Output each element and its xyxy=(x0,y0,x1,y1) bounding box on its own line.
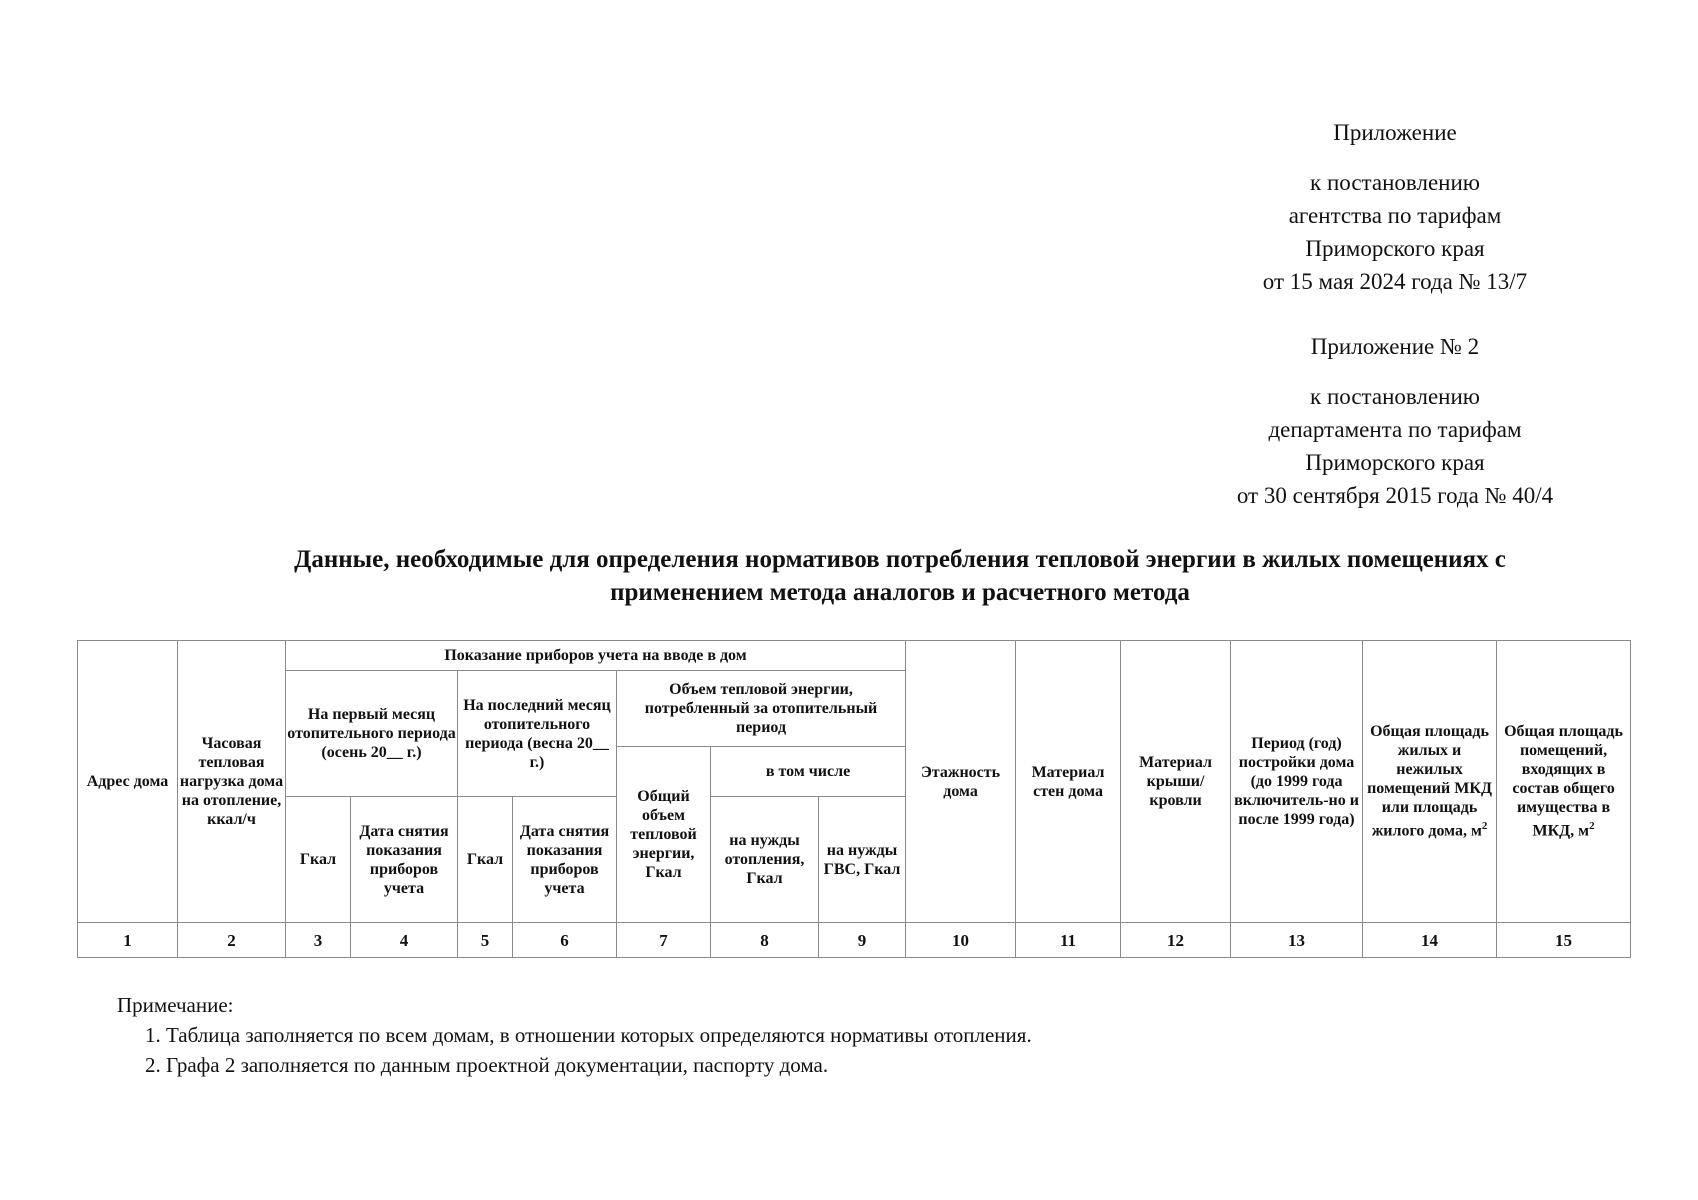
column-number: 2 xyxy=(178,923,286,958)
header-build-period: Период (год) постройки дома (до 1999 года включитель-но и после 1999 года) xyxy=(1231,641,1363,923)
column-number: 14 xyxy=(1363,923,1497,958)
header-gcal-last: Гкал xyxy=(458,797,513,923)
column-number: 12 xyxy=(1121,923,1231,958)
document-title xyxy=(150,543,1650,609)
appendix-1-line: Приморского края xyxy=(1305,236,1485,261)
appendix-2-block xyxy=(1160,330,1630,512)
data-table xyxy=(77,640,1631,958)
column-number: 9 xyxy=(819,923,906,958)
header-last-month: На последний месяц отопительного периода (весна 20__ г.) xyxy=(458,671,617,797)
column-number: 6 xyxy=(513,923,617,958)
appendix-2-line: к постановлению xyxy=(1310,384,1480,409)
header-common-area-text: Общая площадь помещений, входящих в состав общего имущества в МКД, м xyxy=(1504,723,1623,840)
appendix-2-line: Приморского края xyxy=(1305,450,1485,475)
header-roof-material: Материал крыши/ кровли xyxy=(1121,641,1231,923)
header-common-area xyxy=(1497,641,1631,923)
header-wall-material: Материал стен дома xyxy=(1016,641,1121,923)
header-hourly-load: Часовая тепловая нагрузка дома на отопление, ккал/ч xyxy=(178,641,286,923)
note-item: 2. Графа 2 заполняется по данным проектной документации, паспорту дома. xyxy=(145,1053,829,1077)
column-number: 1 xyxy=(78,923,178,958)
appendix-2-line: департамента по тарифам xyxy=(1268,417,1522,442)
header-meter-readings: Показание приборов учета на вводе в дом xyxy=(286,641,906,671)
appendix-1-date: от 15 мая 2024 года № 13/7 xyxy=(1262,269,1528,294)
appendix-1-title: Приложение xyxy=(1333,120,1457,145)
header-first-month: На первый месяц отопительного периода (осень 20__ г.) xyxy=(286,671,458,797)
header-gcal-first: Гкал xyxy=(286,797,351,923)
superscript: 2 xyxy=(1589,820,1595,833)
appendix-2-title: Приложение № 2 xyxy=(1310,334,1480,359)
document-title-line: Данные, необходимые для определения нормативов потребления тепловой энергии в жилых помещениях с xyxy=(294,546,1506,573)
column-number: 15 xyxy=(1497,923,1631,958)
appendix-1-line: агентства по тарифам xyxy=(1288,203,1502,228)
appendix-2-date: от 30 сентября 2015 года № 40/4 xyxy=(1236,483,1554,508)
column-number: 7 xyxy=(617,923,711,958)
header-total-area-text: Общая площадь жилых и нежилых помещений МКД или площадь жилого дома, м xyxy=(1367,723,1492,840)
header-heat-volume: Объем тепловой энергии, потребленный за отопительный период xyxy=(617,671,906,747)
header-reading-date-last: Дата снятия показания приборов учета xyxy=(513,797,617,923)
column-number: 11 xyxy=(1016,923,1121,958)
notes-section xyxy=(117,990,1032,1080)
column-number: 4 xyxy=(351,923,458,958)
appendix-1-line: к постановлению xyxy=(1310,170,1480,195)
header-floors: Этажность дома xyxy=(906,641,1016,923)
appendix-1-block xyxy=(1160,116,1630,298)
column-number: 3 xyxy=(286,923,351,958)
header-total-area xyxy=(1363,641,1497,923)
header-address: Адрес дома xyxy=(78,641,178,923)
column-number: 10 xyxy=(906,923,1016,958)
header-total-volume: Общий объем тепловой энергии, Гкал xyxy=(617,747,711,923)
notes-title: Примечание: xyxy=(117,993,234,1017)
header-reading-date-first: Дата снятия показания приборов учета xyxy=(351,797,458,923)
column-number: 8 xyxy=(711,923,819,958)
note-item: 1. Таблица заполняется по всем домам, в отношении которых определяются нормативы отопления. xyxy=(145,1023,1032,1047)
column-number: 5 xyxy=(458,923,513,958)
header-for-heating: на нужды отопления, Гкал xyxy=(711,797,819,923)
column-number-row xyxy=(78,923,1631,958)
superscript: 2 xyxy=(1481,820,1488,833)
header-including: в том числе xyxy=(711,747,906,797)
header-for-hot-water: на нужды ГВС, Гкал xyxy=(819,797,906,923)
document-title-line: применением метода аналогов и расчетного метода xyxy=(610,579,1190,606)
column-number: 13 xyxy=(1231,923,1363,958)
